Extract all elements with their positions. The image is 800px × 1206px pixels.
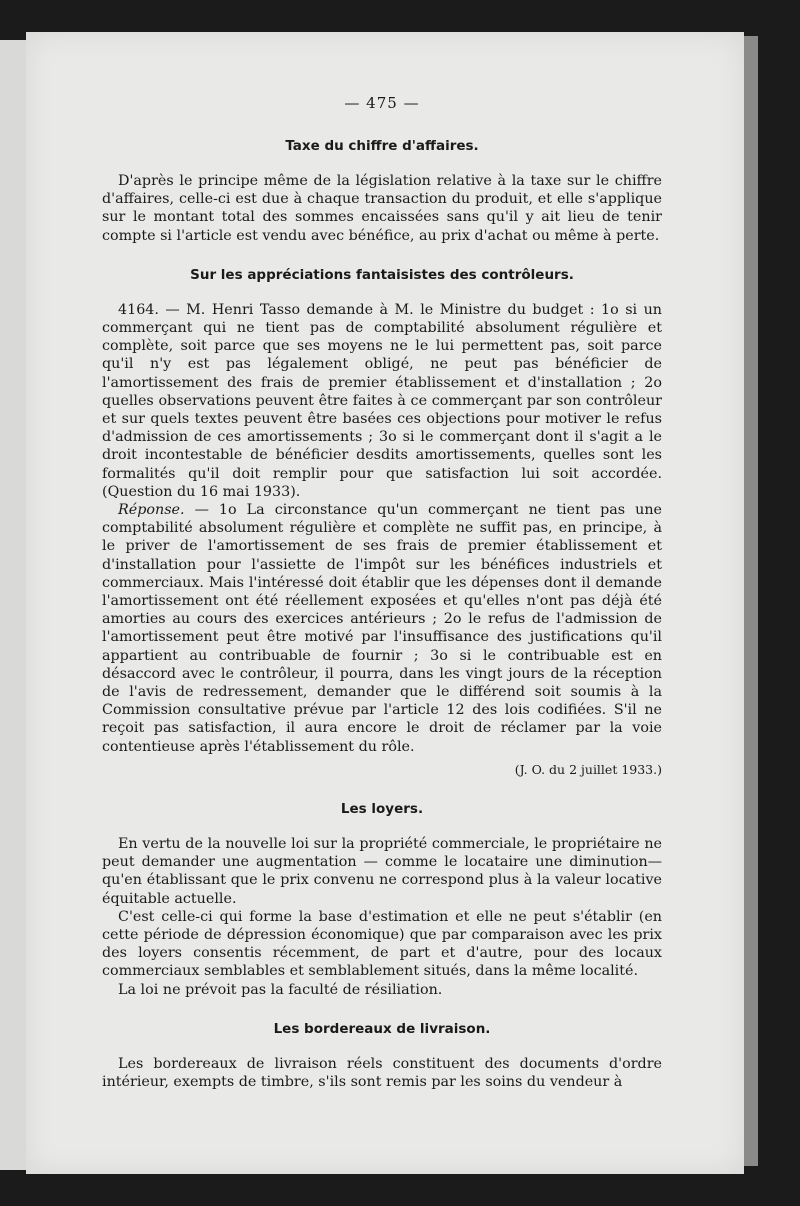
paragraph-loyers-3: La loi ne prévoit pas la faculté de résiliation. — [118, 981, 443, 998]
source-citation: (J. O. du 2 juillet 1933.) — [514, 761, 662, 777]
facing-page-edge — [0, 40, 27, 1170]
paragraph-taxe: D'après le principe même de la législation relative à la taxe sur le chiffre d'affaires, celle-ci est due à chaque transaction du produit, et elle s'applique sur le montant total des sommes encaissées sans qu'il y ait lieu de tenir compte si l'article est vendu avec bénéfice, au prix d'achat ou même à perte. — [102, 173, 662, 244]
paragraph-loyers-1: En vertu de la nouvelle loi sur la propriété commerciale, le propriétaire ne peut demander une augmentation — comme le locataire une diminution— qu'en établissant que le prix convenu ne correspond plus à la valeur locative équitable actuelle. — [102, 835, 662, 907]
heading-loyers: Les loyers. — [340, 800, 424, 817]
page-number: — 475 — — [344, 94, 420, 112]
page-content — [102, 94, 662, 1091]
paragraph-bordereaux: Les bordereaux de livraison réels constituent des documents d'ordre intérieur, exempts de timbre, s'ils sont remis par les soins du vendeur à — [102, 1055, 662, 1090]
heading-bordereaux: Les bordereaux de livraison. — [273, 1020, 491, 1037]
heading-appreciations: Sur les appréciations fantaisistes des contrôleurs. — [190, 266, 574, 283]
paragraph-response — [102, 501, 662, 756]
paragraph-question: 4164. — M. Henri Tasso demande à M. le Ministre du budget : 1o si un commerçant qui ne tient pas de comptabilité absolument régulière et complète, soit parce que ses moyens ne le lui permettent pas, soit parce qu'il n'y est pas légalement obligé, ne peut pas bénéficier de l'amortissement des frais de premier établissement et d'installation ; 2o quelles observations peuvent être faites à ce commerçant par son contrôleur et sur quels textes peuvent être basées ces objections pour motiver le refus d'admission de ces amortissements ; 3o si le commerçant dont il s'agit a le droit incontestable de bénéficier desdits amortissements, quelles sont les formalités qu'il doit remplir pour que satisfaction lui soit accordée. (Question du 16 mai 1933). — [102, 301, 662, 500]
document-page — [26, 32, 744, 1174]
response-text: — 1o La circonstance qu'un commerçant ne tient pas une comptabilité absolument régulière et complète ne suffit pas, en principe, à le priver de l'amortissement de ses frais de premier établissement et d'installation pour l'assiette de l'impôt sur les bénéfices industriels et commerciaux. Mais l'intéressé doit établir que les dépenses dont il demande l'amortissement ont été réellement exposées et qu'elles n'ont pas déjà été amorties au cours des exercices antérieurs ; 2o le refus de l'admission de l'amortissement peut être motivé par l'insuffisance des justifications qu'il appartient au contribuable de fournir ; 3o si le contribuable est en désaccord avec le contrôleur, il pourra, dans les vingt jours de la réception de l'avis de redressement, demander que le différend soit soumis à la Commission consultative prévue par l'article 12 des lois codifiées. S'il ne reçoit pas satisfaction, il aura encore le droit de réclamer par la voie contentieuse après l'établissement du rôle. — [102, 502, 662, 755]
response-label: Réponse. — [118, 502, 185, 519]
paragraph-loyers-2: C'est celle-ci qui forme la base d'estimation et elle ne peut s'établir (en cette période de dépression économique) que par comparaison avec les prix des loyers consentis récemment, de part et d'autre, pour des locaux commerciaux semblables et semblablement situés, dans la même localité. — [102, 908, 662, 980]
heading-taxe: Taxe du chiffre d'affaires. — [285, 138, 479, 154]
